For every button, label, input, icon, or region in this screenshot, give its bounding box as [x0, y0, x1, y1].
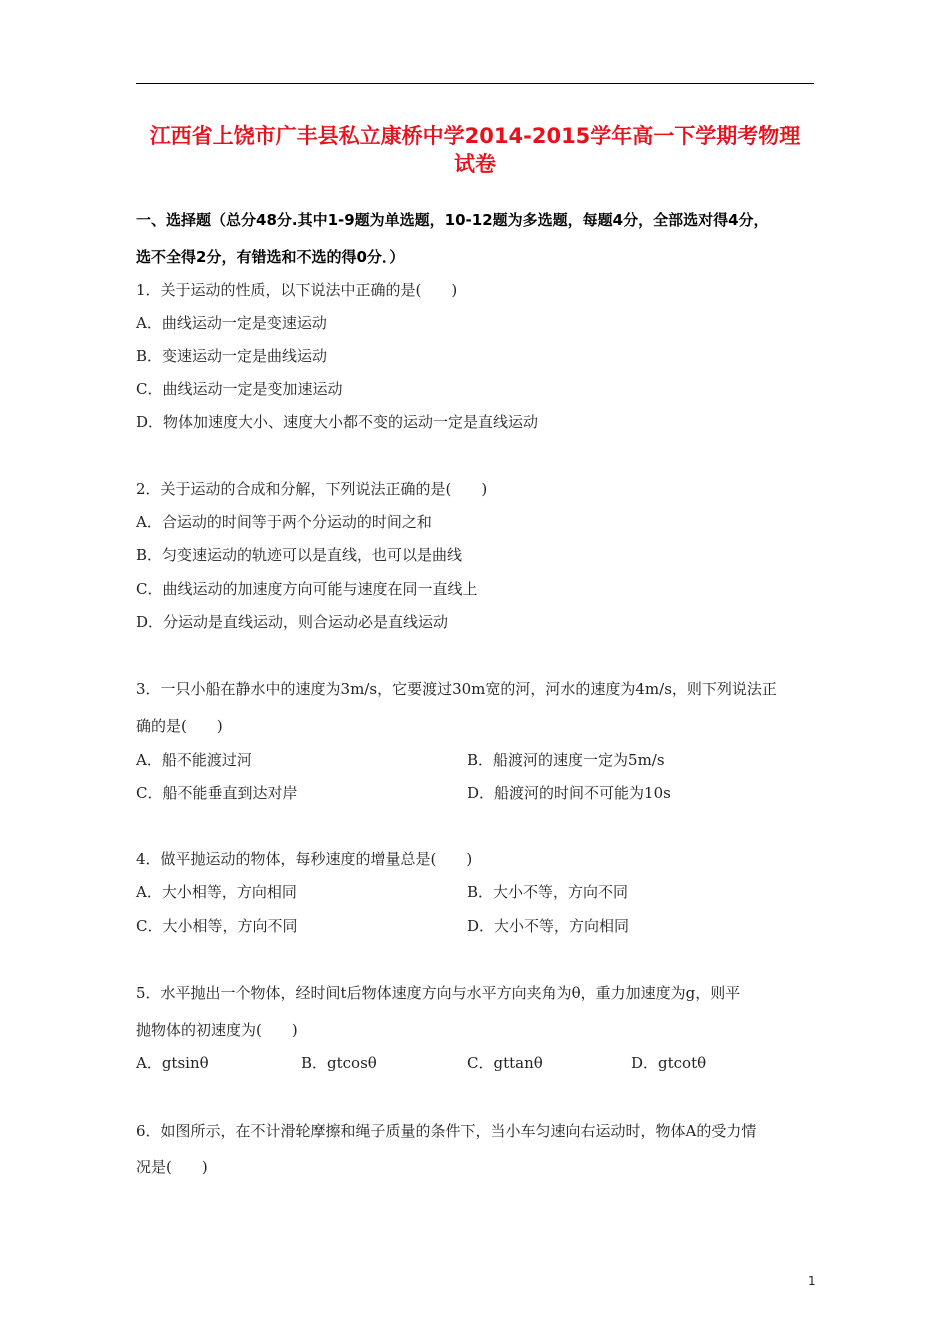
document-title-line2: 试卷: [454, 152, 496, 176]
question-5-stem-line1: 5．水平抛出一个物体，经时间t后物体速度方向与水平方向夹角为θ，重力加速度为g，则平: [136, 984, 741, 1002]
question-5-stem-line2: 抛物体的初速度为( ): [136, 1021, 298, 1039]
question-1-option-b: B．变速运动一定是曲线运动: [136, 347, 328, 365]
question-3-stem-line1: 3．一只小船在静水中的速度为3m/s，它要渡过30m宽的河，河水的速度为4m/s，则下列说法正: [136, 680, 777, 698]
question-1-option-c: C．曲线运动一定是变加速运动: [136, 380, 343, 398]
question-2-option-b: B．匀变速运动的轨迹可以是直线，也可以是曲线: [136, 546, 463, 564]
question-5-option-a: A．gtsinθ: [136, 1054, 209, 1072]
question-4-stem: 4．做平抛运动的物体，每秒速度的增量总是( ): [136, 850, 473, 868]
question-1-option-d: D．物体加速度大小、速度大小都不变的运动一定是直线运动: [136, 413, 539, 431]
question-4-option-d: D．大小不等，方向相同: [467, 917, 630, 935]
section-heading-line1: 一、选择题（总分48分.其中1-9题为单选题，10-12题为多选题，每题4分，全部选对得4分，: [136, 211, 769, 229]
question-4-option-c: C．大小相等，方向不同: [136, 917, 298, 935]
question-2-option-a: A．合运动的时间等于两个分运动的时间之和: [136, 513, 432, 531]
question-3-option-a: A．船不能渡过河: [136, 751, 252, 769]
question-2-option-d: D．分运动是直线运动，则合运动必是直线运动: [136, 613, 449, 631]
question-3-option-c: C．船不能垂直到达对岸: [136, 784, 298, 802]
question-5-option-d: D．gtcotθ: [631, 1054, 707, 1072]
question-5-option-b: B．gtcosθ: [301, 1054, 377, 1072]
question-6-stem-line2: 况是( ): [136, 1158, 208, 1176]
question-3-option-b: B．船渡河的速度一定为5m/s: [467, 751, 665, 769]
document-title-line1: 江西省上饶市广丰县私立康桥中学2014-2015学年高一下学期考物理: [149, 124, 801, 148]
section-heading-line2: 选不全得2分，有错选和不选的得0分．）: [136, 248, 405, 266]
page-number: 1: [808, 1274, 816, 1288]
question-3-stem-line2: 确的是( ): [136, 717, 223, 735]
header-rule: [136, 83, 814, 84]
question-2-stem: 2．关于运动的合成和分解，下列说法正确的是( ): [136, 480, 488, 498]
question-3-option-d: D．船渡河的时间不可能为10s: [467, 784, 671, 802]
question-5-option-c: C．gttanθ: [467, 1054, 543, 1072]
question-1-stem: 1．关于运动的性质，以下说法中正确的是( ): [136, 281, 458, 299]
question-2-option-c: C．曲线运动的加速度方向可能与速度在同一直线上: [136, 580, 478, 598]
question-6-stem-line1: 6．如图所示，在不计滑轮摩擦和绳子质量的条件下，当小车匀速向右运动时，物体A的受力情: [136, 1122, 757, 1140]
question-4-option-a: A．大小相等，方向相同: [136, 883, 297, 901]
question-4-option-b: B．大小不等，方向不同: [467, 883, 629, 901]
question-1-option-a: A．曲线运动一定是变速运动: [136, 314, 327, 332]
